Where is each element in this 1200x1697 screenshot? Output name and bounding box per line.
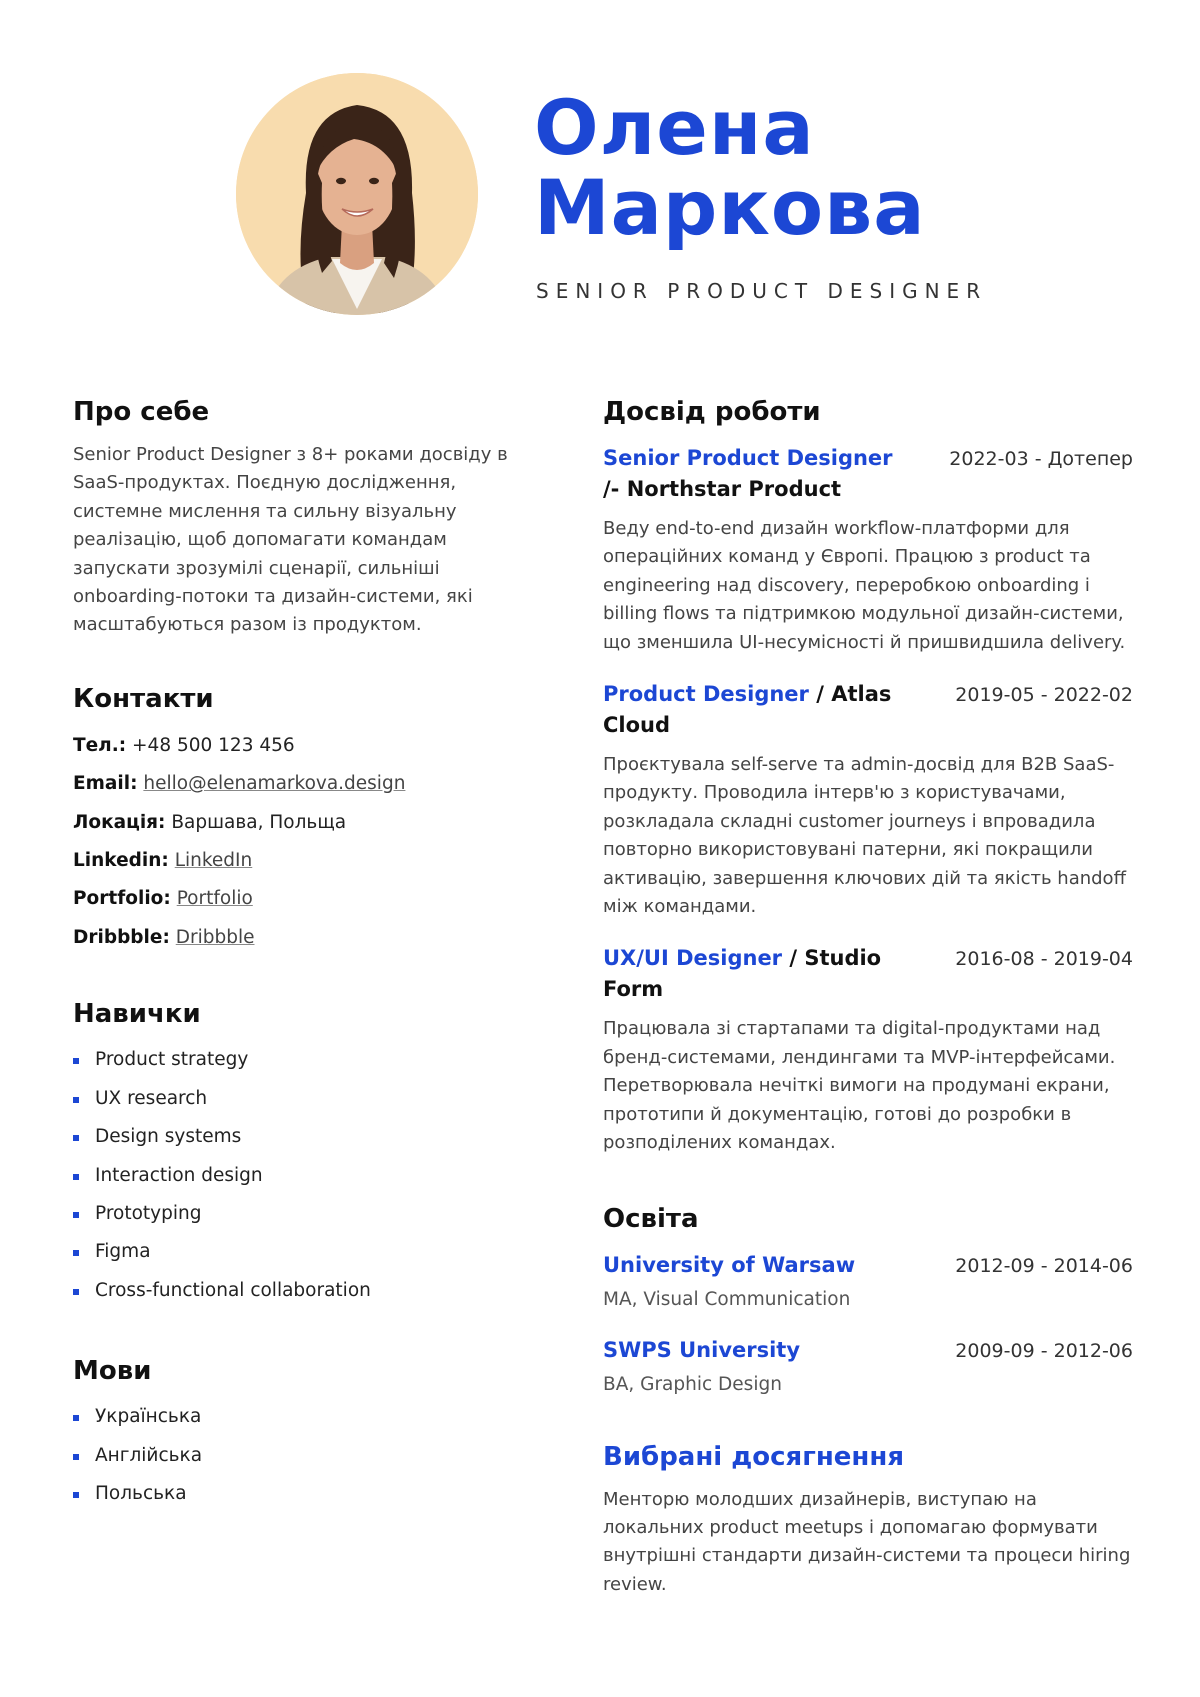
right-column xyxy=(603,395,1133,1599)
achievements-section xyxy=(603,1440,1133,1600)
job-role: Product Designer xyxy=(603,682,809,707)
contact-dribbble xyxy=(73,919,513,957)
contacts-heading: Контакти xyxy=(73,683,214,714)
languages-heading: Мови xyxy=(73,1356,152,1387)
job-title xyxy=(603,679,903,741)
candidate-name xyxy=(534,83,926,252)
about-heading: Про себе xyxy=(73,397,210,427)
job-dates: 2022-03 - Дотепер xyxy=(949,448,1133,470)
profile-photo xyxy=(236,73,478,315)
education-entry xyxy=(603,1335,1133,1400)
dribbble-label: Dribbble: xyxy=(73,926,170,948)
job-dates: 2016-08 - 2019-04 xyxy=(955,948,1133,971)
portfolio-label: Portfolio: xyxy=(73,888,171,910)
skills-list xyxy=(73,1041,513,1310)
education-entry xyxy=(603,1250,1133,1315)
education-dates: 2012-09 - 2014-06 xyxy=(955,1254,1133,1277)
skill-item: Interaction design xyxy=(73,1157,513,1195)
portfolio-link[interactable]: Portfolio xyxy=(176,888,253,910)
last-name: Маркова xyxy=(534,163,926,252)
contacts-section xyxy=(73,682,513,957)
linkedin-label: Linkedin: xyxy=(73,850,169,872)
email-link[interactable]: hello@elenamarkova.design xyxy=(143,773,406,795)
job-entry xyxy=(603,679,1133,921)
languages-section xyxy=(73,1354,513,1513)
job-description: Проєктувала self-serve та admin-досвід для B2B SaaS-продукту. Проводила інтерв'ю з користувачами, розкладала складні customer journeys і впровадила повторно використовувані патерни, які покращили активацію, завершення ключових дій та якість handoff між командами. xyxy=(603,754,1126,918)
phone-label: Тел.: xyxy=(73,734,127,756)
language-item: Польська xyxy=(73,1475,513,1513)
job-title-subtitle: SENIOR PRODUCT DESIGNER xyxy=(536,279,988,303)
skill-item: UX research xyxy=(73,1080,513,1118)
language-item: Українська xyxy=(73,1398,513,1436)
job-title xyxy=(603,943,933,1005)
education-school: SWPS University xyxy=(603,1337,801,1362)
contact-location xyxy=(73,804,513,842)
phone-value: +48 500 123 456 xyxy=(132,734,295,756)
job-description: Веду end-to-end дизайн workflow-платформи для операційних команд у Європі. Працюю з product та engineering над discovery, переробкою onboarding і billing flows та підтримкою модульної дизайн-системи, що зменшила UI-несумісності й пришвидшила delivery. xyxy=(603,518,1126,653)
job-entry xyxy=(603,443,1133,657)
education-heading: Освіта xyxy=(603,1203,699,1234)
first-name: Олена xyxy=(534,83,815,172)
job-company: / Atlas Cloud xyxy=(603,682,892,738)
skill-item: Cross-functional collaboration xyxy=(73,1272,513,1310)
skill-item: Prototyping xyxy=(73,1195,513,1233)
linkedin-link[interactable]: LinkedIn xyxy=(174,850,253,872)
job-role: UX/UI Designer xyxy=(603,946,783,971)
contact-phone xyxy=(73,727,513,765)
skill-item: Product strategy xyxy=(73,1041,513,1079)
job-company: / Studio Form xyxy=(603,946,882,1002)
achievements-text: Менторю молодших дизайнерів, виступаю на локальних product meetups і допомагаю формувати внутрішні стандарти дизайн-системи та процеси hiring review. xyxy=(603,1488,1131,1595)
left-column xyxy=(73,395,513,1513)
contact-portfolio xyxy=(73,880,513,918)
education-dates: 2009-09 - 2012-06 xyxy=(955,1339,1133,1362)
education-degree: BA, Graphic Design xyxy=(603,1373,782,1395)
skill-item: Figma xyxy=(73,1233,513,1271)
language-item: Англійська xyxy=(73,1437,513,1475)
job-entry xyxy=(603,943,1133,1157)
job-title xyxy=(603,443,903,505)
job-role: Senior Product Designer xyxy=(603,446,893,470)
about-text: Senior Product Designer з 8+ роками досвіду в SaaS-продуктах. Поєдную дослідження, системне мислення та сильну візуальну реалізацію, щоб допомагати командам запускати зрозумілі сценарії, сильніші onboarding-потоки та дизайн-системи, які масштабуються разом із продуктом. xyxy=(73,444,508,636)
location-value: Варшава, Польща xyxy=(171,811,347,833)
contact-email xyxy=(73,765,513,803)
experience-section xyxy=(603,395,1133,1158)
skills-heading: Навички xyxy=(73,999,201,1030)
skills-section xyxy=(73,997,513,1310)
portrait-illustration xyxy=(236,73,478,315)
education-section xyxy=(603,1202,1133,1400)
languages-list xyxy=(73,1398,513,1513)
education-school: University of Warsaw xyxy=(603,1252,856,1277)
dribbble-link[interactable]: Dribbble xyxy=(175,926,255,948)
about-section xyxy=(73,395,513,640)
skill-item: Design systems xyxy=(73,1118,513,1156)
location-label: Локація: xyxy=(73,811,166,833)
achievements-heading: Вибрані досягнення xyxy=(603,1441,905,1472)
contact-linkedin xyxy=(73,842,513,880)
experience-heading: Досвід роботи xyxy=(603,397,821,427)
job-description: Працювала зі стартапами та digital-продуктами над бренд-системами, лендингами та MVP-інтерфейсами. Перетворювала нечіткі вимоги на продумані екрани, прототипи й документацію, готові до розробки в розподілених командах. xyxy=(603,1018,1116,1154)
email-label: Email: xyxy=(73,773,138,795)
education-degree: MA, Visual Communication xyxy=(603,1288,851,1310)
job-dates: 2019-05 - 2022-02 xyxy=(955,684,1133,707)
job-company: /- Northstar Product xyxy=(603,477,842,501)
